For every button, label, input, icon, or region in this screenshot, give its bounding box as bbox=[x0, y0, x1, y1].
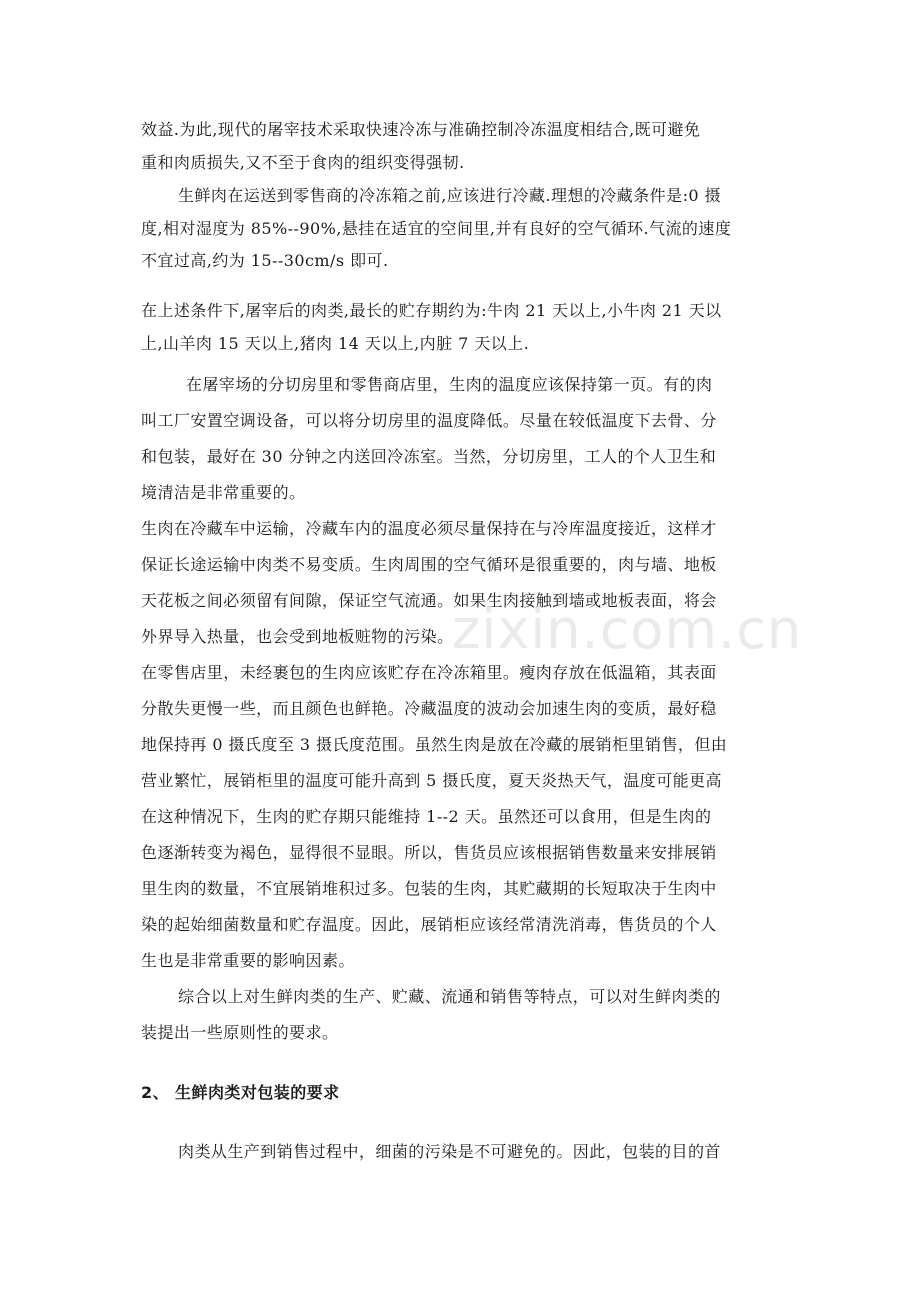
text-line: 里生肉的数量，不宜展销堆积过多。包装的生肉，其贮藏期的长短取决于生肉中 bbox=[141, 879, 717, 898]
text-line: 叫工厂安置空调设备，可以将分切房里的温度降低。尽量在较低温度下去骨、分 bbox=[141, 411, 717, 430]
text-line: 保证长途运输中肉类不易变质。生肉周围的空气循环是很重要的，肉与墙、地板 bbox=[141, 555, 717, 574]
text-line: 境清洁是非常重要的。 bbox=[141, 483, 306, 502]
text-line: 和包装，最好在 30 分钟之内送回冷冻室。当然，分切房里，工人的个人卫生和 bbox=[141, 447, 717, 466]
text-line: 肉类从生产到销售过程中，细菌的污染是不可避免的。因此，包装的目的首 bbox=[178, 1142, 721, 1161]
text-line: 生鲜肉在运送到零售商的冷冻箱之前,应该进行冷藏.理想的冷藏条件是:0 摄 bbox=[178, 186, 722, 205]
text-line: 效益.为此,现代的屠宰技术采取快速冷冻与准确控制冷冻温度相结合,既可避免 bbox=[141, 120, 701, 139]
text-line: 色逐渐转变为褐色，显得很不显眼。所以，售货员应该根据销售数量来安排展销 bbox=[141, 843, 717, 862]
text-line: 度,相对湿度为 85%--90%,悬挂在适宜的空间里,并有良好的空气循环.气流的速度 bbox=[141, 219, 732, 238]
text-line: 染的起始细菌数量和贮存温度。因此，展销柜应该经常清洗消毒，售货员的个人 bbox=[141, 915, 717, 934]
text-line: 生也是非常重要的影响因素。 bbox=[141, 951, 355, 970]
heading-text: 2、 生鲜肉类对包装的要求 bbox=[141, 1083, 340, 1102]
text-line: 装提出一些原则性的要求。 bbox=[141, 1023, 339, 1042]
text-line: 营业繁忙，展销柜里的温度可能升高到 5 摄氏度，夏天炎热天气，温度可能更高 bbox=[141, 771, 723, 790]
text-line: 在零售店里，未经裹包的生肉应该贮存在冷冻箱里。瘦肉存放在低温箱，其表面 bbox=[141, 663, 717, 682]
text-line: 生肉在冷藏车中运输，冷藏车内的温度必须尽量保持在与冷库温度接近，这样才 bbox=[141, 519, 717, 538]
text-line: 重和肉质损失,又不至于食肉的组织变得强韧. bbox=[141, 153, 465, 172]
text-line: 在屠宰场的分切房里和零售商店里，生肉的温度应该保持第一页。有的肉 bbox=[186, 375, 713, 394]
text-line: 在上述条件下,屠宰后的肉类,最长的贮存期约为:牛肉 21 天以上,小牛肉 21 天以 bbox=[141, 301, 722, 320]
text-line: 上,山羊肉 15 天以上,猪肉 14 天以上,内脏 7 天以上. bbox=[141, 334, 530, 353]
text-line: 天花板之间必须留有间隙，保证空气流通。如果生肉接触到墙或地板表面，将会 bbox=[141, 591, 717, 610]
text-line: 外界导入热量，也会受到地板赃物的污染。 bbox=[141, 627, 454, 646]
text-line: 不宜过高,约为 15--30cm/s 即可. bbox=[141, 251, 389, 270]
watermark-logo: zixin.com.cn bbox=[452, 598, 803, 661]
text-line: 综合以上对生鲜肉类的生产、贮藏、流通和销售等特点，可以对生鲜肉类的 bbox=[178, 987, 721, 1006]
text-line: 在这种情况下，生肉的贮存期只能维持 1--2 天。虽然还可以食用，但是生肉的 bbox=[141, 807, 712, 826]
text-line: 地保持再 0 摄氏度至 3 摄氏度范围。虽然生肉是放在冷藏的展销柜里销售，但由 bbox=[141, 735, 728, 754]
text-line: 分散失更慢一些，而且颜色也鲜艳。冷藏温度的波动会加速生肉的变质，最好稳 bbox=[141, 699, 717, 718]
